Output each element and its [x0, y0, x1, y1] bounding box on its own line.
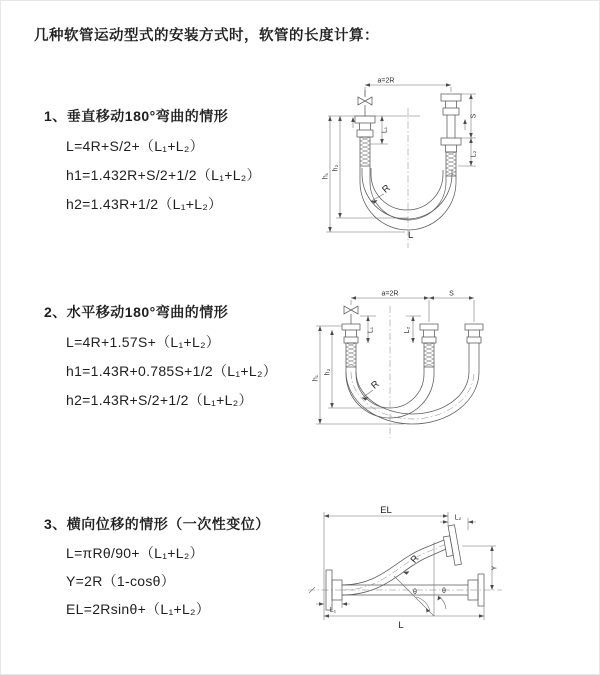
- section-1-formula-h1: h1=1.432R+S/2+1/2（L₁+L₂）: [66, 167, 261, 183]
- length-label-1: L: [408, 230, 414, 241]
- angle-label-theta-2: θ: [442, 588, 446, 595]
- dim-label-l2-1: L₂: [470, 150, 478, 158]
- radius-label-2: R: [369, 378, 382, 392]
- section-3-formula-y: Y=2R（1-cosθ）: [66, 573, 176, 589]
- diagram-lateral-displacement: [296, 498, 600, 644]
- dim-label-s-1: S: [470, 113, 478, 119]
- dim-label-h1-2: h₁: [312, 374, 320, 382]
- dim-label-y: Y: [491, 565, 499, 571]
- dim-label-el: EL: [380, 505, 392, 516]
- dim-label-l1-2: L₁: [367, 326, 375, 334]
- diagram-horizontal-180-bend: [306, 286, 594, 458]
- dim-label-l2-3: L₂: [454, 514, 462, 522]
- hose-assembly-3: [308, 512, 502, 620]
- section-1-heading: 1、垂直移动180°弯曲的情形: [44, 108, 229, 124]
- section-2-formula-length: L=4R+1.57S+（L₁+L₂）: [66, 334, 221, 350]
- dim-label-l1-1: L₁: [381, 126, 389, 134]
- dim-label-h1-1: h₁: [322, 172, 330, 180]
- hose-assembly-2: [316, 296, 483, 438]
- angle-label-theta-1: θ: [413, 589, 417, 596]
- hose-assembly-1: [326, 83, 476, 248]
- section-3-formula-length: L=πRθ/90+（L₁+L₂）: [66, 545, 204, 561]
- dim-label-l2-2: L₂: [404, 326, 411, 334]
- section-3-formula-el: EL=2Rsinθ+（L₁+L₂）: [66, 601, 211, 617]
- section-1-formula-length: L=4R+S/2+（L₁+L₂）: [66, 138, 204, 154]
- dim-label-h2-2: h₂: [324, 368, 332, 376]
- section-2-heading: 2、水平移动180°弯曲的情形: [44, 304, 229, 320]
- section-2-formula-h1: h1=1.43R+0.785S+1/2（L₁+L₂）: [66, 363, 277, 379]
- dim-label-s-2: S: [449, 290, 454, 298]
- page-title: 几种软管运动型式的安装方式时，软管的长度计算：: [34, 28, 379, 44]
- radius-label-3: R: [408, 553, 422, 566]
- diagram-vertical-180-bend: [308, 70, 590, 262]
- dim-label-l1-3: L₁: [329, 607, 337, 614]
- length-label-3: L: [398, 620, 404, 631]
- section-2-formula-h2: h2=1.43R+S/2+1/2（L₁+L₂）: [66, 392, 253, 408]
- radius-label-1: R: [380, 182, 393, 196]
- dim-label-a-2r-1: a=2R: [377, 77, 395, 85]
- section-1-formula-h2: h2=1.43R+1/2（L₁+L₂）: [66, 196, 223, 212]
- dim-label-h2-1: h₂: [332, 164, 340, 172]
- dim-label-a-2r-2: a=2R: [381, 290, 399, 298]
- section-3-heading: 3、横向位移的情形（一次性变位）: [44, 516, 270, 532]
